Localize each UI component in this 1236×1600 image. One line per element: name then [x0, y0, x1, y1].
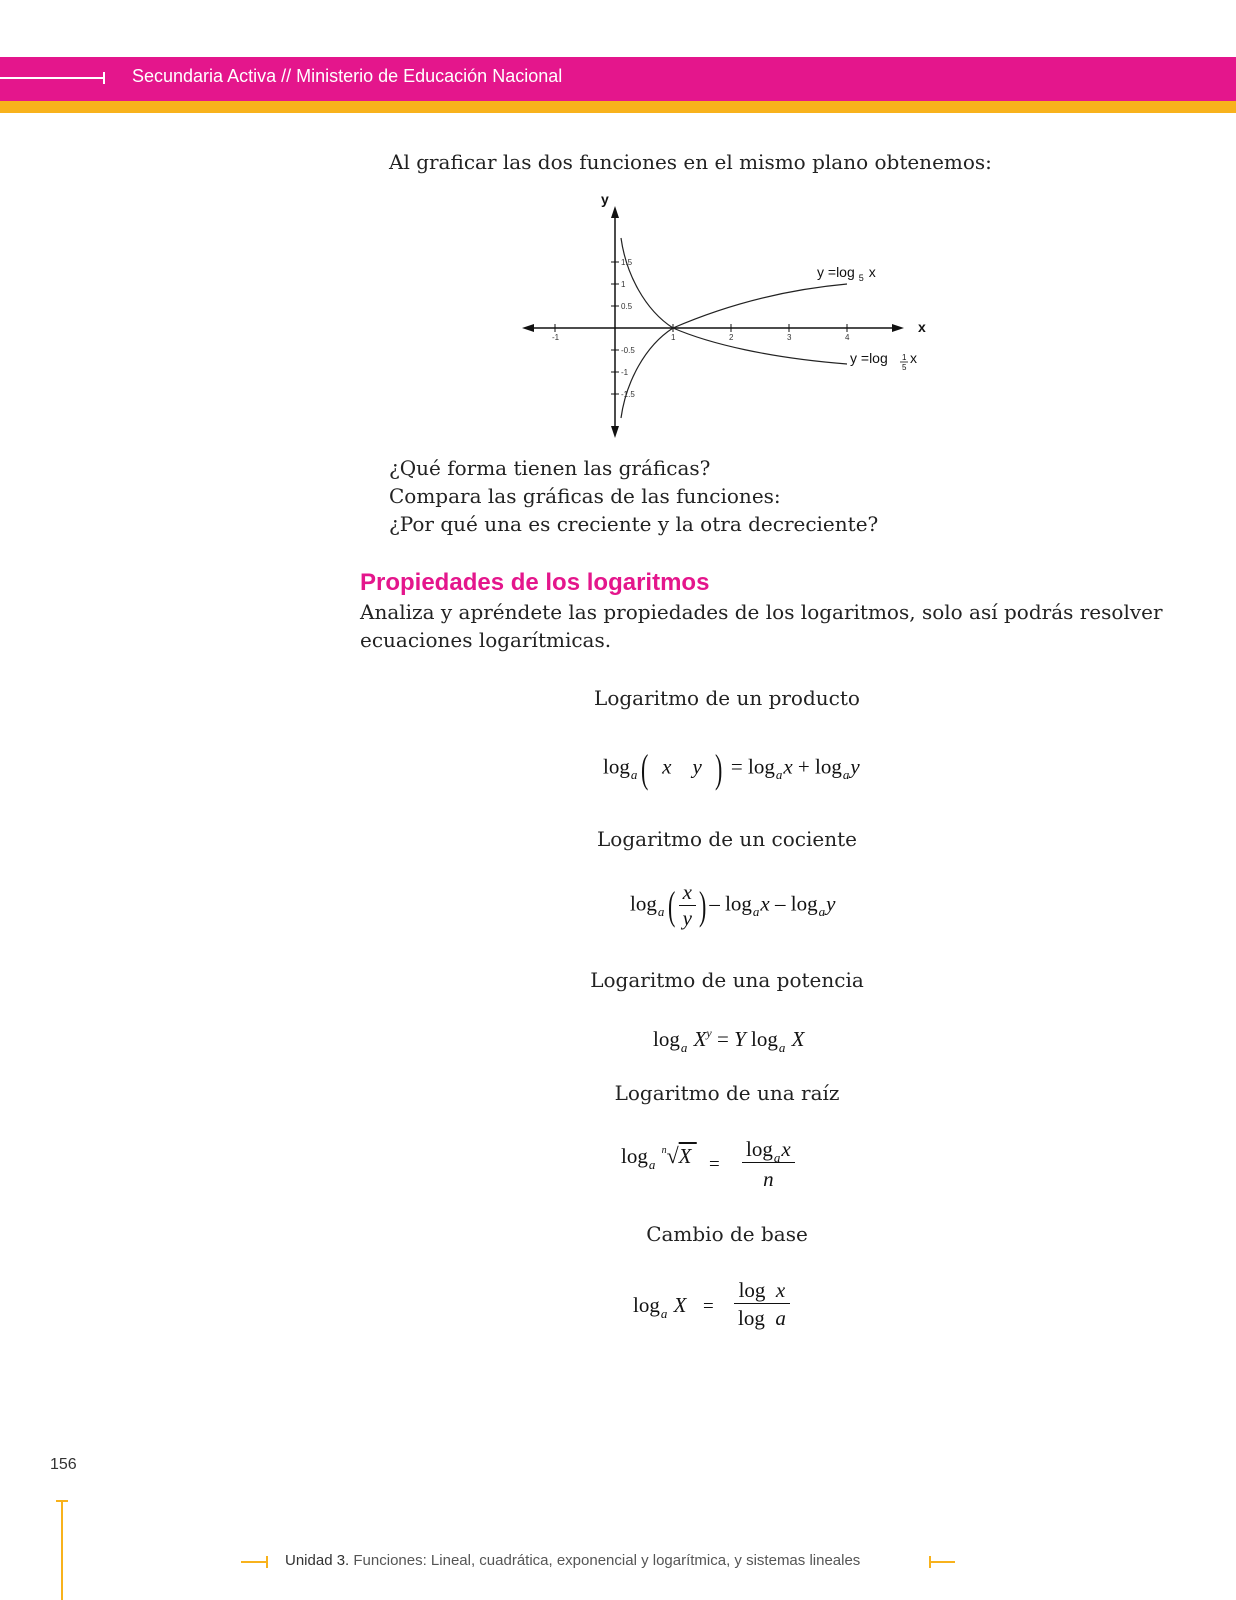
x-axis-right-arrow	[892, 324, 904, 332]
log-functions-graph	[520, 186, 940, 446]
footer-unit: Unidad 3.	[285, 1552, 350, 1569]
curve1-label-var: x	[868, 264, 876, 280]
section-paragraph-line1: Analiza y apréndete las propiedades de los logaritmos, solo así podrás resolver	[360, 600, 1163, 624]
footer-vertical-rule-cap	[56, 1500, 68, 1502]
section-paragraph-line2: ecuaciones logarítmicas.	[360, 628, 612, 652]
header-title: Secundaria Activa // Ministerio de Educación Nacional	[132, 66, 563, 86]
intro-text: Al graficar las dos funciones en el mismo plano obtenemos:	[389, 150, 992, 174]
footer-vertical-rule	[61, 1500, 63, 1600]
curve2-label-prefix: y =log	[850, 350, 888, 366]
question-2: Compara las gráficas de las funciones:	[389, 484, 781, 508]
x-tick-label: -1	[552, 333, 560, 342]
question-3: ¿Por qué una es creciente y la otra decreciente?	[389, 512, 879, 536]
header-orange-stripe	[0, 101, 1236, 113]
y-tick-label: -0.5	[621, 346, 635, 355]
formula-quotient: $\log_a$( $\frac{x}{y}$ ) – $\log_ax - \log_ay$	[630, 880, 836, 930]
formula-root-rhs: $\frac{\log_ax}{n}$	[742, 1137, 795, 1192]
y-tick-label: -1	[621, 368, 629, 377]
x-tick-label: 1	[671, 333, 676, 342]
footer-description: Funciones: Lineal, cuadrática, exponencial y logarítmica, y sistemas lineales	[349, 1552, 861, 1569]
footer-right-rule	[929, 1561, 955, 1563]
header-rule	[0, 77, 104, 79]
curve-log5	[621, 238, 847, 328]
formula-change-of-base-equals: =	[703, 1296, 714, 1317]
curve1-label	[817, 264, 876, 283]
y-tick-label: 1	[621, 280, 626, 289]
curve2-label	[850, 350, 888, 366]
curve2-label-var: x	[910, 350, 917, 366]
formula-product: $\log_a$( x y ) = $\log_ax + \log_ay$	[603, 746, 860, 791]
section-heading: Propiedades de los logaritmos	[360, 569, 710, 596]
curve1-label-base: 5	[858, 273, 864, 283]
y-axis-bottom-arrow	[611, 426, 619, 438]
curve1-label-prefix: y =log	[817, 264, 855, 280]
question-1: ¿Qué forma tienen las gráficas?	[389, 456, 711, 480]
y-tick-label: -1.5	[621, 390, 635, 399]
property-title-product: Logaritmo de un producto	[594, 686, 860, 710]
y-tick-label: 1.5	[621, 258, 633, 267]
property-title-quotient: Logaritmo de un cociente	[597, 827, 857, 851]
x-tick-label: 4	[845, 333, 850, 342]
y-axis-label: y	[601, 191, 609, 207]
x-axis-left-arrow	[522, 324, 534, 332]
curve2-label-base-den: 5	[902, 363, 907, 372]
formula-change-of-base: $\log_a X$	[633, 1293, 687, 1321]
page-number: 156	[50, 1456, 77, 1473]
x-tick-label: 2	[729, 333, 734, 342]
x-axis-label: x	[918, 319, 926, 335]
formula-change-of-base-rhs: $\frac{\text{log x}}{\text{log a}}$	[734, 1278, 790, 1331]
property-title-change-of-base: Cambio de base	[646, 1222, 808, 1246]
footer-left-tick	[266, 1556, 268, 1568]
header-rule-tick	[103, 72, 105, 84]
footer-text	[285, 1552, 860, 1569]
y-tick-label: 0.5	[621, 302, 633, 311]
curve-log-one-fifth	[621, 328, 847, 418]
property-title-power: Logaritmo de una potencia	[590, 968, 864, 992]
x-tick-label: 3	[787, 333, 792, 342]
curve2-label-base-num: 1	[902, 353, 907, 362]
y-axis-top-arrow	[611, 206, 619, 218]
formula-root: $\log_a ^n√X$	[621, 1143, 692, 1172]
formula-power: $\log_a X^y = Y$ $\log_a X$	[653, 1026, 805, 1055]
footer-left-rule	[241, 1561, 267, 1563]
property-title-root: Logaritmo de una raíz	[614, 1081, 840, 1105]
formula-root-equals: =	[709, 1154, 720, 1175]
